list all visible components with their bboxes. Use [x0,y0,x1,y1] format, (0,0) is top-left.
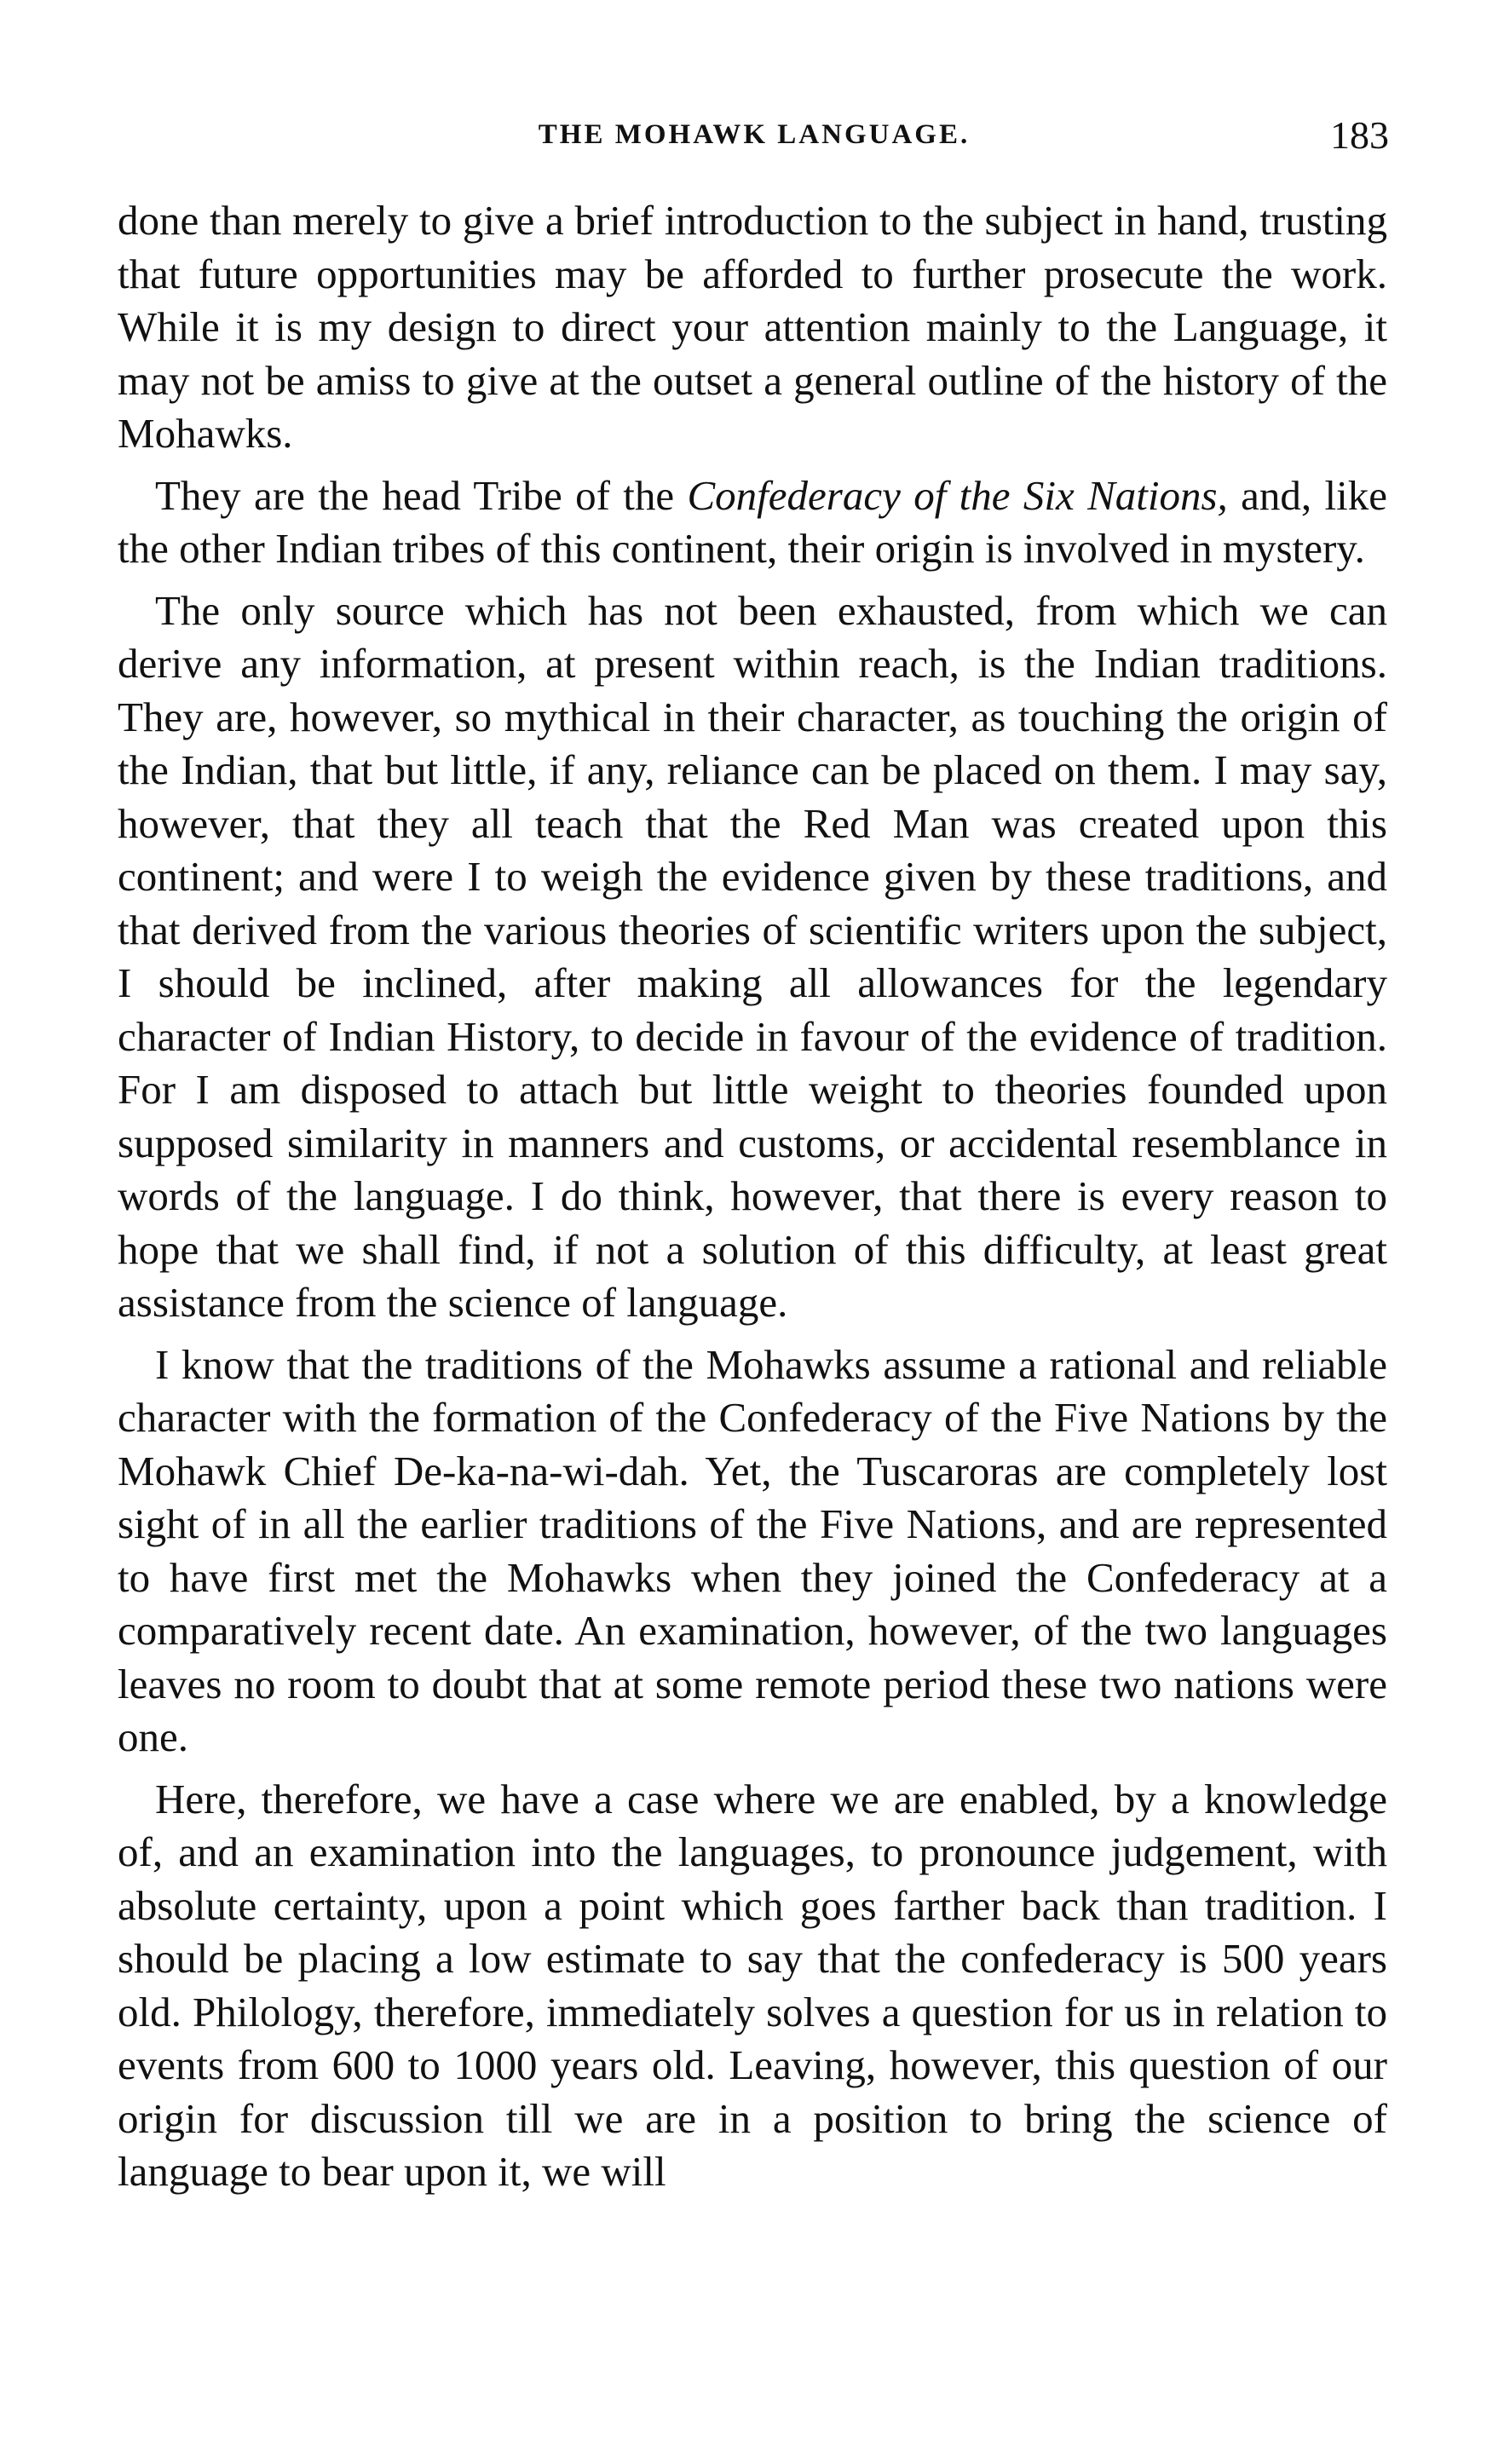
running-title: THE MOHAWK LANGUAGE. [538,119,971,150]
paragraph-4: I know that the traditions of the Mohawks assume a rational and reliable character with the formation of the Confederacy of the Five Nations by the Mohawk Chief De-ka-na-wi-dah. Yet, the Tuscaroras are completely lost sight of in all the earlier traditions of the Five Nations, and are represented to have first met the Mohawks when they joined the Confederacy at a comparatively recent date. An examination, however, of the two languages leaves no room to doubt that at some remote period these two nations were one. [118,1340,1387,1760]
paragraph-2 [118,469,1387,576]
paragraph-2-after: and, like the other Indian tribes of this continent, their origin is involved in mystery. [118,471,1387,572]
paragraph-2-before: They are the head Tribe of the [155,471,688,519]
running-head [119,113,1389,170]
paragraph-3: The only source which has not been exhausted, from which we can derive any information, at present within reach, is the Indian traditions. They are, however, so mythical in their character, as touching the origin of the Indian, that but little, if any, reliance can be placed on them. I may say, however, that they all teach that the Red Man was created upon this continent; and were I to weigh the evidence given by these traditions, and that derived from the various theories of scientific writers upon the subject, I should be inclined, after making all allowances for the legendary character of Indian History, to decide in favour of the evidence of tradition. For I am disposed to attach but little weight to theories founded upon supposed similarity in manners and customs, or accidental resemblance in words of the language. I do think, however, that there is every reason to hope that we shall find, if not a solution of this difficulty, at least great assistance from the science of language. [118,586,1387,1326]
paragraph-1: done than merely to give a brief introduction to the subject in hand, trusting that future opportunities may be afforded to further prosecute the work. While it is my design to direct your attention mainly to the Language, it may not be amiss to give at the outset a general outline of the history of the Mohawks. [118,197,1387,457]
page-number: 183 [1330,113,1389,157]
body-text [118,194,1387,2208]
paragraph-2-italic: Confederacy of the Six Nations, [687,471,1228,519]
paragraph-5: Here, therefore, we have a case where we are enabled, by a knowledge of, and an examination into the languages, to pronounce judgement, with absolute certainty, upon a point which goes farther back than tradition. I should be placing a low estimate to say that the confederacy is 500 years old. Philology, therefore, immediately solves a question for us in relation to events from 600 to 1000 years old. Leaving, however, this question of our origin for discussion till we are in a position to bring the science of language to bear upon it, we will [118,1775,1387,2195]
